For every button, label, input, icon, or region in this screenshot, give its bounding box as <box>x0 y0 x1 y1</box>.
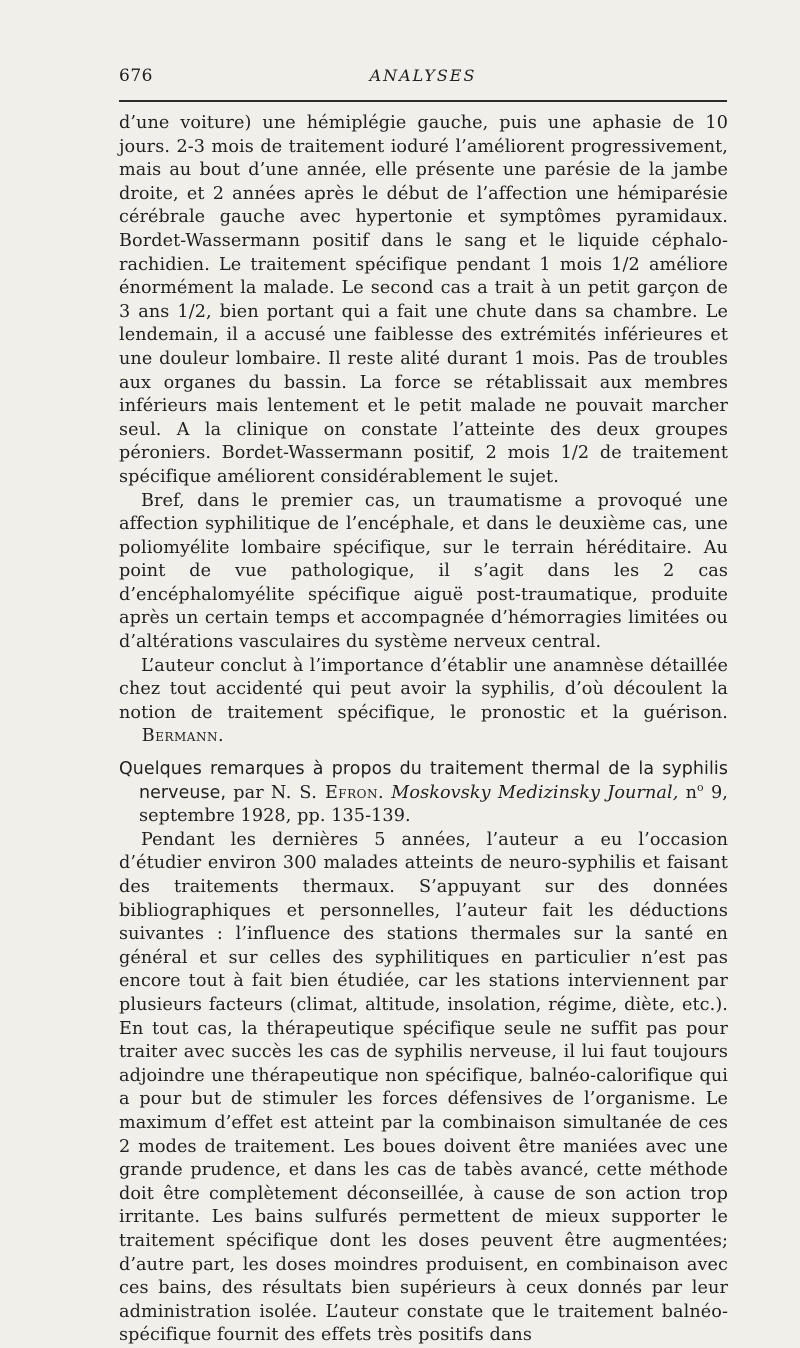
article-number-sup: o <box>697 780 704 794</box>
conclusion-text: L’auteur conclut à l’importance d’établir une anamnèse détaillée chez tout accidenté qui peut avoir la syphilis, d’où découlent la notion de traitement spécifique, le pronostic et la guérison. <box>119 655 728 723</box>
paragraph-thermal-treatment: Pendant les dernières 5 années, l’auteur a eu l’occasion d’étudier environ 300 malades atteints de neuro-syphilis et faisant des traitements thermaux. S’appuyant sur des données bibliographiques et personnelles, l’auteur fait les déductions suivantes : l’influence des stations thermales sur la santé en général et sur celles des syphilitiques en particulier n’est pas encore tout à fait bien étudiée, car les stations interviennent par plusieurs facteurs (climat, altitude, insolation, régime, diète, etc.). En tout cas, la thérapeutique spécifique seule ne suffit pas pour traiter avec succès les cas de syphilis nerveuse, il lui faut toujours adjoindre une thérapeutique non spécifique, balnéo-calorifique qui a pour but de stimuler les forces défensives de l’organisme. Le maximum d’effet est atteint par la combinaison simultanée de ces 2 modes de traitement. Les boues doivent être maniées avec une grande prudence, et dans les cas de tabès avancé, cette méthode doit être complètement déconseillée, à cause de son action trop irritante. Les bains sulfurés permettent de mieux supporter le traitement spécifique dont les doses peuvent être augmentées; d’autre part, les doses moindres produisent, en combinaison avec ces bains, des résultats bien supérieurs à ceux donnés par leur administration isolée. L’auteur constate que le traitement balnéo-spécifique fournit des effets très positifs dans <box>119 829 728 1346</box>
page-number: 676 <box>119 66 153 86</box>
article-heading <box>119 758 728 829</box>
article-number-label: n <box>685 782 698 803</box>
header-rule <box>119 100 727 102</box>
running-header <box>119 66 727 90</box>
article-citation: 9, septembre 1928, pp. 135-139. <box>139 782 728 827</box>
section-title: ANALYSES <box>369 66 477 85</box>
paragraph-case-report: d’une voiture) une hémiplégie gauche, puis une aphasie de 10 jours. 2-3 mois de traitement ioduré l’améliorent progressivement, mais au bout d’une année, elle présente une parésie de la jambe droite, et 2 années après le début de l’affection une hémiparésie cérébrale gauche avec hypertonie et symptômes pyramidaux. Bordet-Wassermann positif dans le sang et le liquide céphalo-rachidien. Le traitement spécifique pendant 1 mois 1/2 améliore énormément la malade. Le second cas a trait à un petit garçon de 3 ans 1/2, bien portant qui a fait une chute dans sa chambre. Le lendemain, il a accusé une faiblesse des extrémités inférieures et une douleur lombaire. Il reste alité durant 1 mois. Pas de troubles aux organes du bassin. La force se rétablissait aux membres inférieurs mais lentement et le petit malade ne pouvait marcher seul. A la clinique on constate l’atteinte des deux groupes péroniers. Bordet-Wassermann positif, 2 mois 1/2 de traitement spécifique améliorent considérablement le sujet. <box>119 113 728 487</box>
body-text <box>119 112 728 1348</box>
article-title: Quelques remarques à propos du traitement thermal de la syphilis nerveuse, <box>119 759 728 803</box>
article-journal: Moskovsky Medizinsky Journal, <box>391 782 679 803</box>
paragraph-summary: Bref, dans le premier cas, un traumatisme a provoqué une affection syphilitique de l’encéphale, et dans le deuxième cas, une poliomyélite lombaire spécifique, sur le terrain héréditaire. Au point de vue pathologique, il s’agit dans les 2 cas d’encéphalomyélite spécifique aiguë post-traumatique, produite après un certain temps et accompagnée d’hémorragies limitées ou d’altérations vasculaires du système nerveux central. <box>119 490 728 653</box>
article-by: par <box>233 782 264 803</box>
reviewer-signature: Bermann. <box>141 726 225 747</box>
paragraph-conclusion <box>119 655 728 749</box>
article-author: N. S. Efron. <box>270 782 385 803</box>
